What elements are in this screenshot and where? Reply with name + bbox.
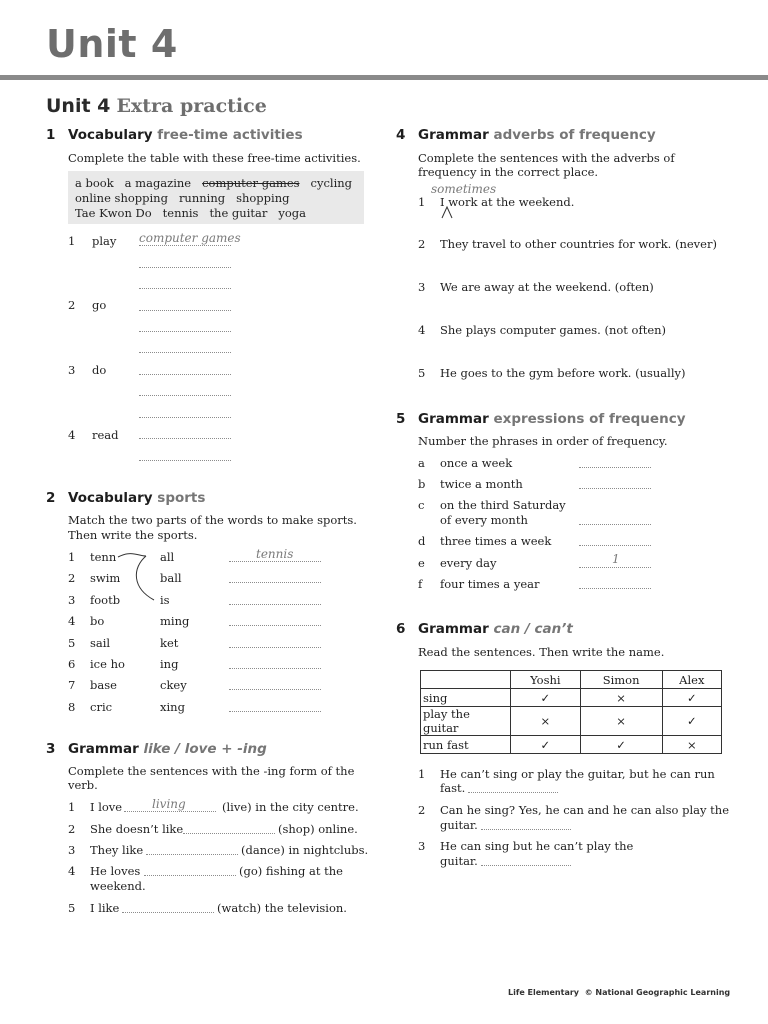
answer-line[interactable]	[468, 792, 558, 793]
item-number: 3	[68, 843, 76, 857]
table-row	[421, 707, 722, 736]
section-category: Vocabulary	[68, 127, 153, 143]
section-topic: free-time activities	[157, 127, 303, 143]
section-4-instructions-line-1: Complete the sentences with the adverbs of	[418, 151, 675, 165]
answer-line[interactable]	[139, 288, 231, 289]
section-category: Grammar	[418, 127, 489, 143]
section-category: Grammar	[68, 741, 139, 757]
section-4-heading	[396, 127, 656, 143]
answer-line[interactable]	[579, 545, 651, 546]
item-number: 2	[68, 298, 76, 312]
item-number: 1	[418, 195, 426, 209]
section-topic: sports	[157, 490, 206, 506]
answer-line[interactable]	[481, 865, 571, 866]
sentence-text: He can sing but he can’t play the	[440, 839, 634, 853]
caret-mark-icon	[440, 205, 454, 219]
table-corner-cell	[421, 671, 511, 689]
phrase-text: twice a month	[440, 477, 523, 491]
answer-line[interactable]	[122, 912, 214, 913]
table-row	[421, 689, 722, 707]
item-number: 1	[68, 550, 76, 564]
word-item: online shopping	[75, 191, 168, 205]
table-cell: ✓	[662, 689, 721, 707]
answer-line[interactable]	[139, 267, 231, 268]
word-start: cric	[90, 700, 113, 714]
section-4-instructions-line-2: frequency in the correct place.	[418, 165, 599, 179]
phrase-continuation: of every month	[440, 513, 528, 527]
word-start: tenn	[90, 550, 117, 564]
word-item: the guitar	[209, 206, 268, 220]
page-title-unit: Unit 4	[46, 95, 111, 117]
table-header: Simon	[580, 671, 662, 689]
section-number: 1	[46, 127, 56, 143]
word-end: xing	[160, 700, 185, 714]
section-6-heading	[396, 621, 573, 637]
footer-publisher: © National Geographic Learning	[584, 988, 731, 997]
item-number: 5	[68, 901, 76, 915]
sentence-continuation: fast.	[440, 781, 466, 795]
answer-line[interactable]	[229, 689, 321, 690]
answer-line[interactable]	[139, 352, 231, 353]
sentence-start: They like	[90, 843, 144, 857]
word-end: is	[160, 593, 170, 607]
answer-line[interactable]	[139, 245, 231, 246]
section-category: Vocabulary	[68, 490, 153, 506]
phrase-text: three times a week	[440, 534, 552, 548]
section-topic: can / can’t	[493, 621, 573, 637]
section-category: Grammar	[418, 621, 489, 637]
answer-line[interactable]	[579, 567, 651, 568]
answer-line[interactable]	[146, 854, 238, 855]
section-2-instructions-line-2: Then write the sports.	[68, 528, 198, 542]
answer-line[interactable]	[229, 625, 321, 626]
word-item: running	[178, 191, 226, 205]
item-number: 2	[418, 237, 426, 251]
ability-table	[420, 670, 722, 754]
answer-line[interactable]	[579, 524, 651, 525]
section-topic: expressions of frequency	[493, 411, 686, 427]
item-number: 1	[418, 767, 426, 781]
verb-label: do	[92, 363, 107, 377]
table-header: Yoshi	[511, 671, 581, 689]
row-label: sing	[421, 689, 511, 707]
word-item: a book	[75, 176, 114, 190]
answer-line[interactable]	[229, 604, 321, 605]
section-1-instructions: Complete the table with these free-time activities.	[68, 151, 361, 165]
section-6-instructions: Read the sentences. Then write the name.	[418, 645, 665, 659]
section-topic: adverbs of frequency	[493, 127, 656, 143]
sentence-text: He can’t sing or play the guitar, but he can run	[440, 767, 715, 781]
item-number: 4	[68, 614, 76, 628]
verb-label: play	[92, 234, 117, 248]
word-start: ice ho	[90, 657, 125, 671]
match-line	[136, 556, 154, 600]
section-number: 2	[46, 490, 56, 506]
answer-line[interactable]	[229, 647, 321, 648]
row-label: play the guitar	[421, 707, 511, 736]
word-start: base	[90, 678, 117, 692]
phrase-text: every day	[440, 556, 497, 570]
answer-line[interactable]	[139, 310, 231, 311]
item-letter: a	[418, 456, 425, 470]
item-number: 3	[418, 839, 426, 853]
example-answer: sometimes	[431, 182, 497, 196]
table-cell: ✓	[511, 736, 581, 754]
sentence-text: Can he sing? Yes, he can and he can also play the	[440, 803, 729, 817]
item-number: 3	[68, 593, 76, 607]
sentence-end: (dance) in nightclubs.	[241, 843, 369, 857]
table-cell: ✓	[662, 707, 721, 736]
section-5-heading	[396, 411, 686, 427]
word-end: ing	[160, 657, 179, 671]
answer-line[interactable]	[579, 488, 651, 489]
footer	[508, 988, 730, 997]
item-letter: e	[418, 556, 425, 570]
answer-line[interactable]	[579, 588, 651, 589]
sentence-text: We are away at the weekend. (often)	[440, 280, 654, 294]
sentence-end: (shop) online.	[278, 822, 358, 836]
verb-label: read	[92, 428, 119, 442]
footer-book-title: Life Elementary	[508, 988, 580, 997]
sentence-end: (live) in the city centre.	[222, 800, 359, 814]
item-number: 2	[68, 571, 76, 585]
answer-line[interactable]	[229, 711, 321, 712]
table-row	[421, 736, 722, 754]
example-answer: 1	[612, 552, 620, 566]
table-cell: ✓	[511, 689, 581, 707]
answer-line[interactable]	[124, 811, 216, 812]
item-number: 4	[68, 428, 76, 442]
table-cell: ✓	[580, 736, 662, 754]
section-3-instructions-line-1: Complete the sentences with the -ing form of the	[68, 764, 355, 778]
word-item-crossed: computer games	[202, 176, 300, 190]
section-number: 6	[396, 621, 406, 637]
section-number: 4	[396, 127, 406, 143]
word-end: all	[160, 550, 175, 564]
item-number: 3	[418, 280, 426, 294]
verb-label: go	[92, 298, 107, 312]
item-number: 2	[418, 803, 426, 817]
table-cell: ×	[662, 736, 721, 754]
section-2-instructions-line-1: Match the two parts of the words to make sports.	[68, 513, 357, 527]
word-end: ket	[160, 636, 179, 650]
sentence-start: He loves	[90, 864, 141, 878]
sentence-continuation: weekend.	[90, 879, 146, 893]
sentence-continuation: guitar.	[440, 854, 478, 868]
sentence-end: (watch) the television.	[217, 901, 347, 915]
section-5-instructions: Number the phrases in order of frequency.	[418, 434, 668, 448]
answer-line[interactable]	[579, 467, 651, 468]
answer-line[interactable]	[139, 374, 231, 375]
phrase-text: on the third Saturday	[440, 498, 566, 512]
sentence-start: She doesn’t like	[90, 822, 184, 836]
section-1-heading	[46, 127, 303, 143]
sentence-text: They travel to other countries for work. (never)	[440, 237, 717, 251]
example-answer: living	[152, 797, 186, 811]
item-number: 1	[68, 800, 76, 814]
sentence-end: (go) fishing at the	[239, 864, 343, 878]
item-number: 7	[68, 678, 76, 692]
section-number: 5	[396, 411, 406, 427]
match-line	[118, 554, 146, 557]
item-letter: c	[418, 498, 425, 512]
word-item: tennis	[162, 206, 199, 220]
table-header: Alex	[662, 671, 721, 689]
item-letter: f	[418, 577, 423, 591]
phrase-text: four times a year	[440, 577, 540, 591]
word-item: cycling	[310, 176, 353, 190]
item-number: 4	[418, 323, 426, 337]
sentence-continuation: guitar.	[440, 818, 478, 832]
example-answer: computer games	[139, 231, 241, 245]
answer-line[interactable]	[229, 582, 321, 583]
page-title-extra: Extra practice	[116, 95, 267, 117]
section-category: Grammar	[418, 411, 489, 427]
page-title	[46, 95, 267, 117]
item-letter: d	[418, 534, 426, 548]
answer-line[interactable]	[229, 668, 321, 669]
sentence-start: I love	[90, 800, 123, 814]
table-cell: ×	[580, 689, 662, 707]
sentence-text: She plays computer games. (not often)	[440, 323, 667, 337]
answer-line[interactable]	[139, 395, 231, 396]
word-item: Tae Kwon Do	[75, 206, 152, 220]
item-number: 2	[68, 822, 76, 836]
word-start: swim	[90, 571, 121, 585]
word-start: bo	[90, 614, 105, 628]
word-start: footb	[90, 593, 121, 607]
answer-line[interactable]	[229, 561, 321, 562]
item-number: 6	[68, 657, 76, 671]
section-number: 3	[46, 741, 56, 757]
answer-line[interactable]	[139, 331, 231, 332]
answer-line[interactable]	[183, 833, 275, 834]
word-end: ckey	[160, 678, 187, 692]
word-item: a magazine	[124, 176, 192, 190]
matching-lines	[110, 548, 170, 606]
word-box-line-1	[75, 176, 352, 190]
section-3-heading	[46, 741, 267, 757]
answer-line[interactable]	[139, 460, 231, 461]
header-rule	[0, 75, 768, 80]
word-box-line-3	[75, 206, 306, 220]
table-cell: ×	[580, 707, 662, 736]
example-answer: tennis	[256, 547, 294, 561]
item-number: 1	[68, 234, 76, 248]
item-number: 3	[68, 363, 76, 377]
answer-line[interactable]	[139, 438, 231, 439]
word-end: ming	[160, 614, 190, 628]
word-item: shopping	[236, 191, 290, 205]
section-3-instructions-line-2: verb.	[68, 778, 98, 792]
section-topic: like / love + -ing	[143, 741, 267, 757]
unit-header: Unit 4	[46, 22, 178, 66]
sentence-start: I like	[90, 901, 120, 915]
word-end: ball	[160, 571, 182, 585]
answer-line[interactable]	[144, 875, 236, 876]
item-number: 5	[418, 366, 426, 380]
word-box-line-2	[75, 191, 289, 205]
item-number: 4	[68, 864, 76, 878]
item-number: 5	[68, 636, 76, 650]
item-letter: b	[418, 477, 426, 491]
table-cell: ×	[511, 707, 581, 736]
table-header-row	[421, 671, 722, 689]
answer-line[interactable]	[481, 829, 571, 830]
phrase-text: once a week	[440, 456, 513, 470]
sentence-text: He goes to the gym before work. (usually)	[440, 366, 686, 380]
word-item: yoga	[278, 206, 306, 220]
section-2-heading	[46, 490, 205, 506]
answer-line[interactable]	[139, 417, 231, 418]
row-label: run fast	[421, 736, 511, 754]
word-start: sail	[90, 636, 111, 650]
sentence-text: I work at the weekend.	[440, 195, 575, 209]
item-number: 8	[68, 700, 76, 714]
